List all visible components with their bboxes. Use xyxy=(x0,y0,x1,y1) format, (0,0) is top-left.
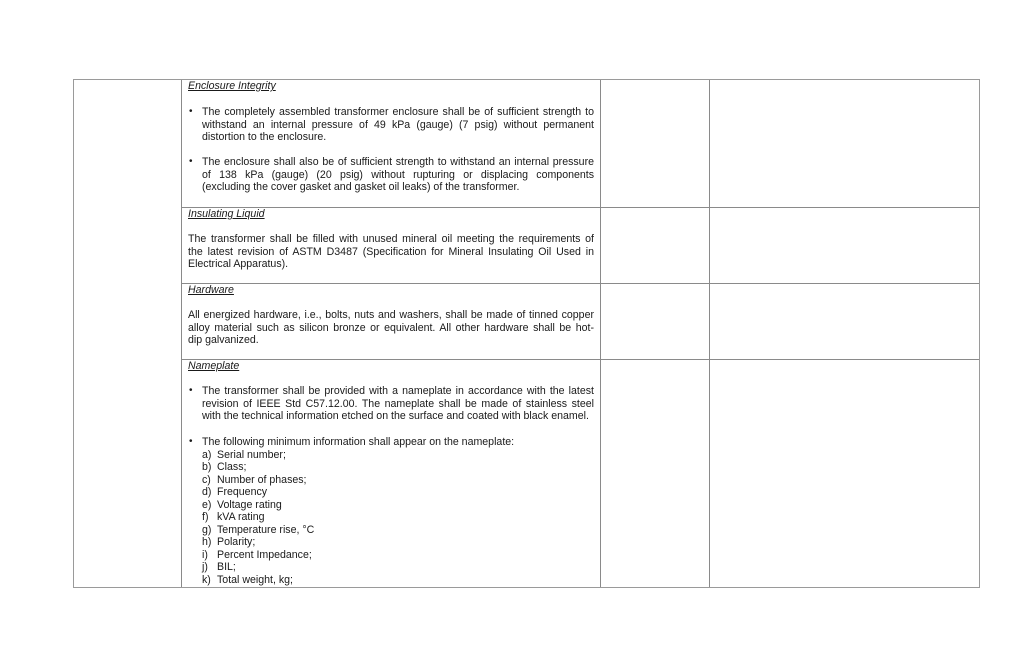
list-item-label: k) xyxy=(202,573,211,586)
list-item-label: d) xyxy=(202,486,212,498)
bullet-icon: • xyxy=(189,106,193,117)
list-item-label: f) xyxy=(202,511,209,523)
text-line: the latest revision of ASTM D3487 (Specification for Mineral Insulating Oil Used in xyxy=(188,245,594,258)
list-item-text: Percent Impedance; xyxy=(217,548,312,561)
list-item-text: Temperature rise, °C xyxy=(217,523,315,536)
text-line: of 138 kPa (gauge) (20 psig) without rupturing or displacing components xyxy=(202,168,594,181)
section-title: Hardware xyxy=(188,284,234,296)
bullet-icon: • xyxy=(189,156,193,167)
section-title: Enclosure Integrity xyxy=(188,80,276,92)
text-line: All energized hardware, i.e., bolts, nuts and washers, shall be made of tinned copper xyxy=(188,309,594,321)
list-item-label: a) xyxy=(202,448,212,461)
section-title: Insulating Liquid xyxy=(188,208,265,220)
section-title: Nameplate xyxy=(188,360,240,372)
text-line: alloy material such as silicon bronze or equivalent. All other hardware shall be hot- xyxy=(188,321,594,334)
list-item-label: c) xyxy=(202,473,211,486)
list-item-text: Polarity; xyxy=(217,536,256,548)
text-line: withstand an internal pressure of 49 kPa (gauge) (7 psig) without permanent xyxy=(202,118,594,131)
list-item-text: Class; xyxy=(217,461,247,473)
empty-cell-left xyxy=(74,80,181,587)
list-item-text: Voltage rating xyxy=(217,498,282,511)
empty-cell-col3 xyxy=(601,80,709,587)
list-item-text: kVA rating xyxy=(217,511,265,523)
text-line: distortion to the enclosure. xyxy=(202,131,327,143)
column-divider xyxy=(181,80,182,587)
list-item-label: j) xyxy=(202,561,208,573)
text-line: dip galvanized. xyxy=(188,334,259,346)
empty-cell-col4 xyxy=(710,80,979,587)
text-line: The enclosure shall also be of sufficient strength to withstand an internal pressure xyxy=(202,156,594,168)
list-item-text: Number of phases; xyxy=(217,473,307,486)
list-item-label: b) xyxy=(202,461,212,473)
text-line: Electrical Apparatus). xyxy=(188,258,289,270)
text-line: The transformer shall be provided with a nameplate in accordance with the latest xyxy=(202,385,594,397)
bullet-icon: • xyxy=(189,385,193,396)
bullet-icon: • xyxy=(189,436,193,447)
list-item-label: h) xyxy=(202,536,212,548)
list-item-text: Frequency xyxy=(217,486,268,498)
text-line: with the technical information etched on the surface and coated with black enamel. xyxy=(202,410,589,422)
text-line: The completely assembled transformer enclosure shall be of sufficient strength to xyxy=(202,106,594,118)
text-line: (excluding the cover gasket and gasket oil leaks) of the transformer. xyxy=(202,181,520,193)
text-line: revision of IEEE Std C57.12.00. The nameplate shall be made of stainless steel xyxy=(202,397,594,410)
list-item-text: Total weight, kg; xyxy=(217,573,293,586)
text-line: The following minimum information shall appear on the nameplate: xyxy=(202,436,515,448)
list-item-label: g) xyxy=(202,523,212,536)
list-item-text: BIL; xyxy=(217,561,236,573)
text-line: The transformer shall be filled with unused mineral oil meeting the requirements of xyxy=(188,233,594,245)
list-item-text: Serial number; xyxy=(217,448,286,461)
list-item-label: e) xyxy=(202,498,212,511)
list-item-label: i) xyxy=(202,548,208,561)
